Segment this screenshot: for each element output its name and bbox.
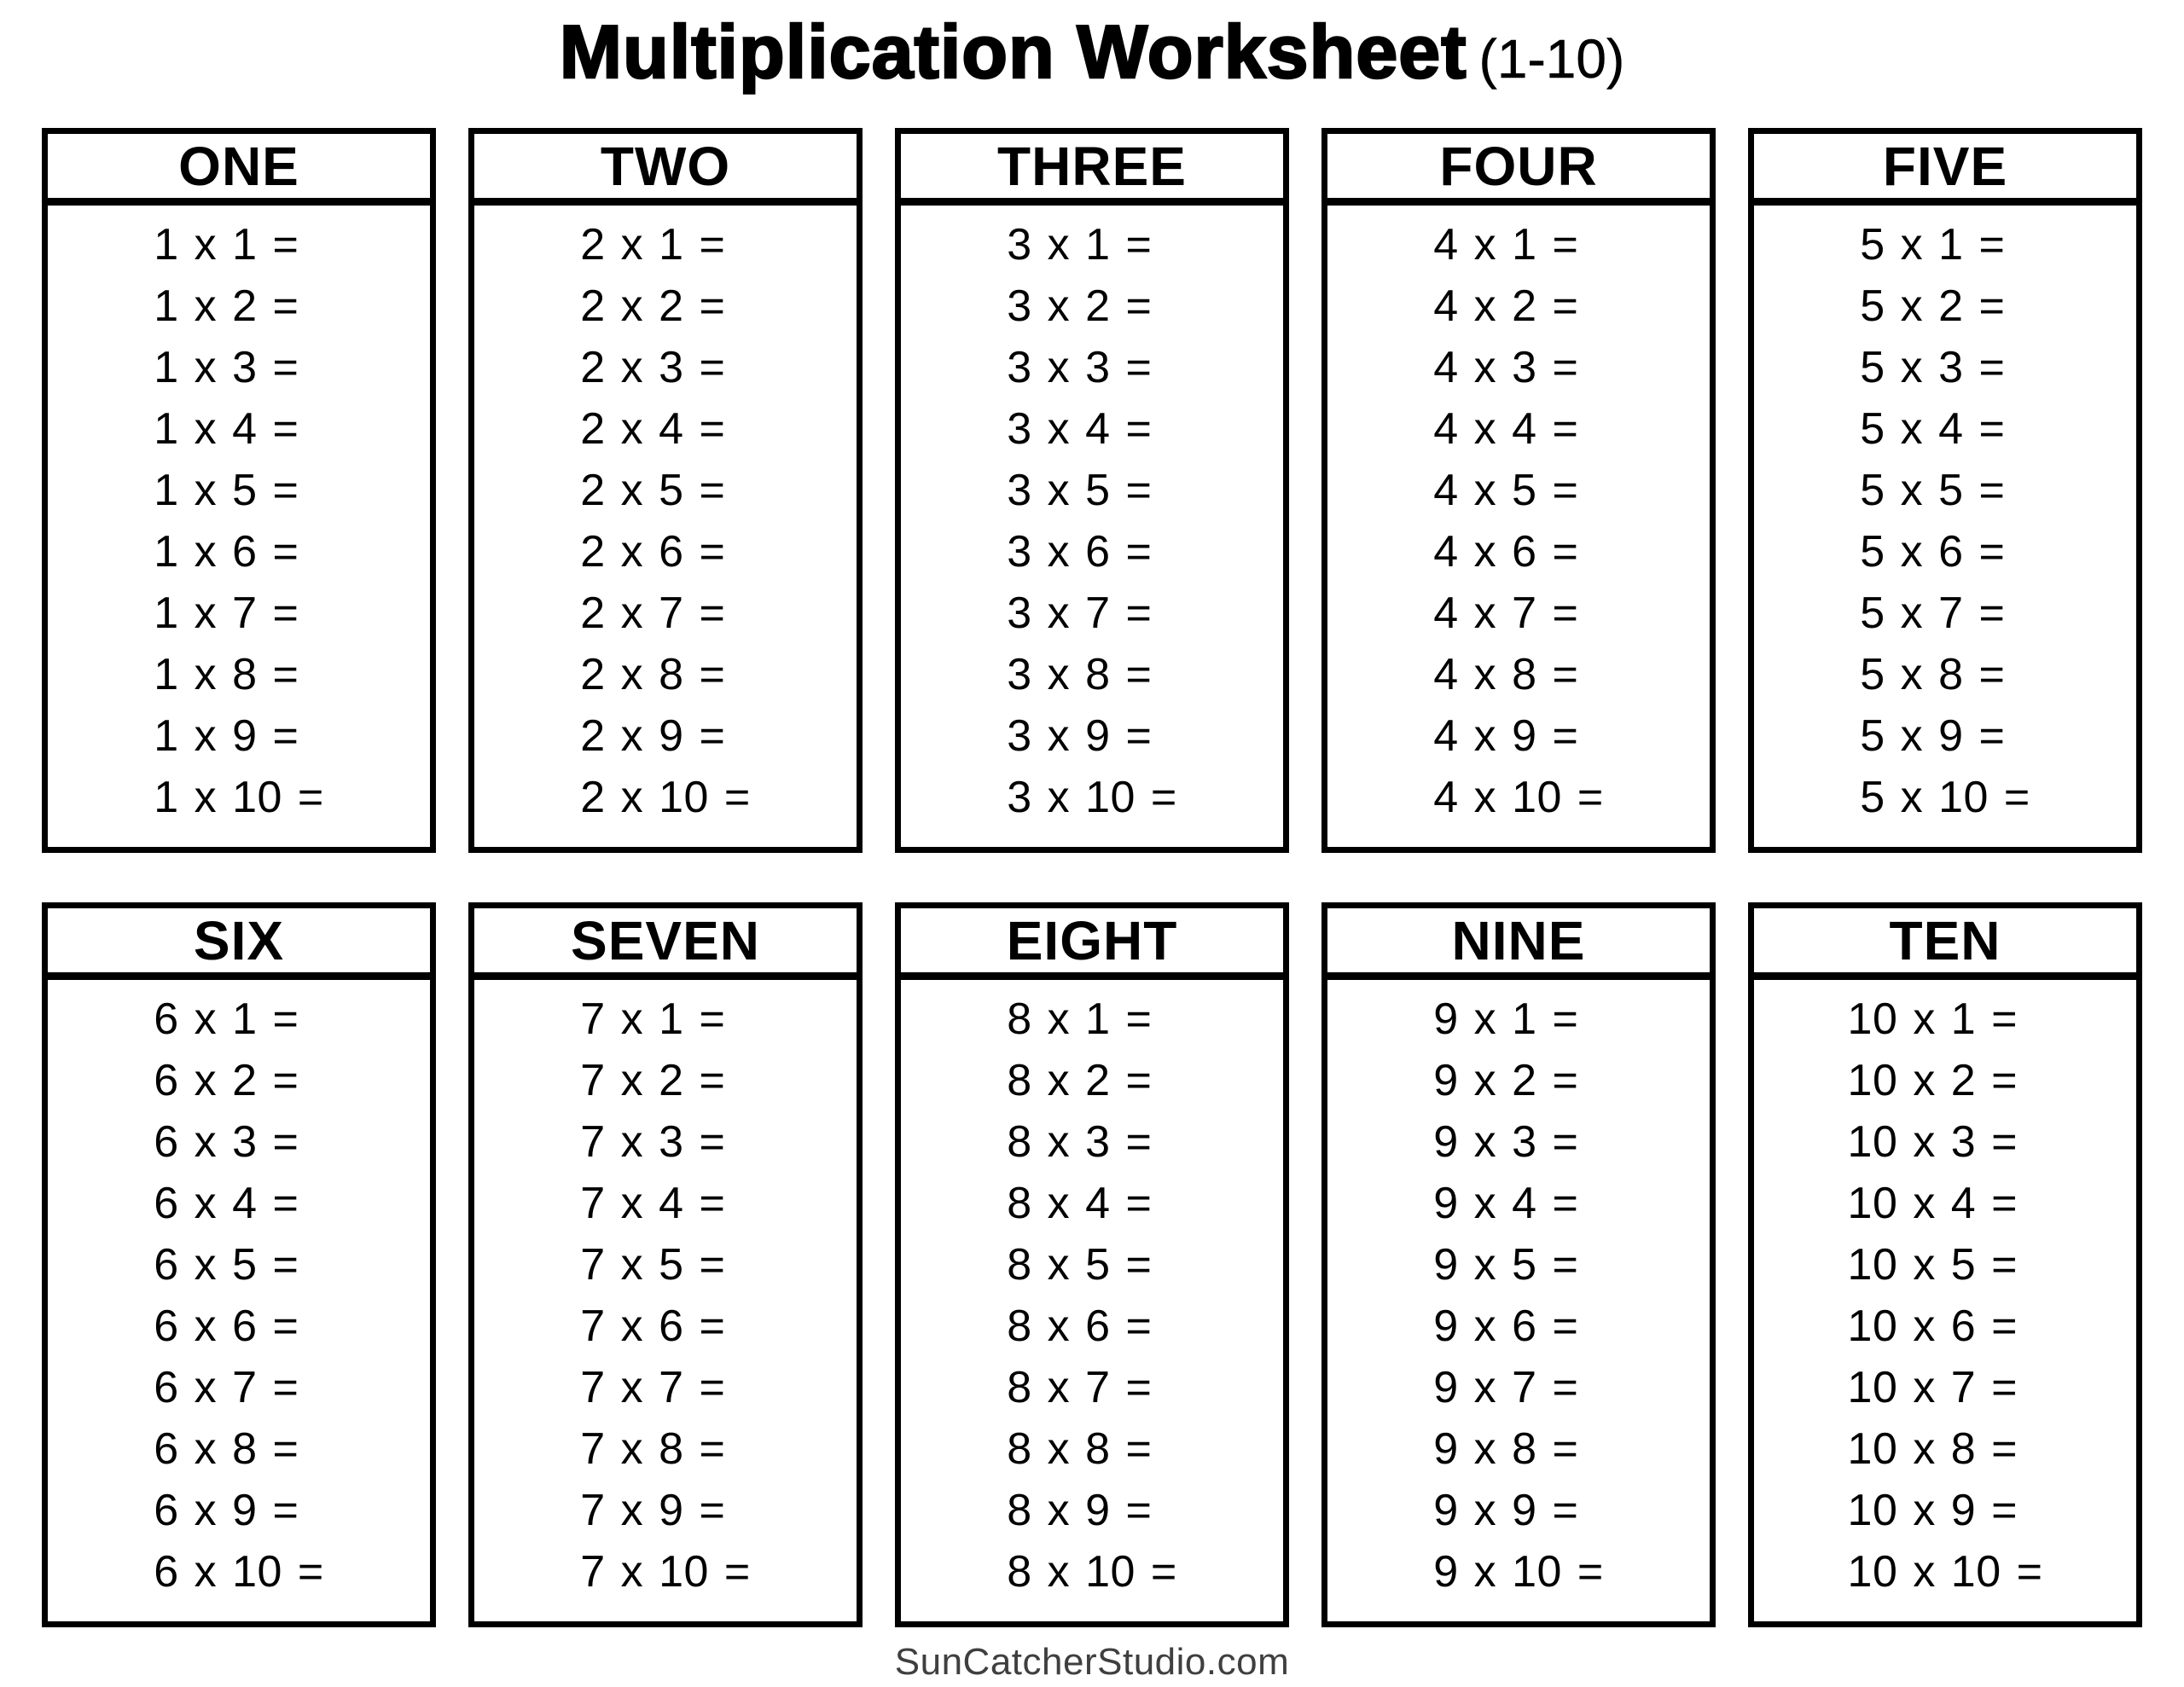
table-header-label: SIX xyxy=(48,908,430,980)
problem-row: 4 x 7 = xyxy=(1433,588,1579,638)
problem-row: 5 x 5 = xyxy=(1860,466,2006,515)
problem-row: 3 x 9 = xyxy=(1007,711,1153,761)
problem-row: 6 x 4 = xyxy=(154,1179,299,1228)
problem-row: 8 x 1 = xyxy=(1007,994,1153,1044)
problem-row: 10 x 10 = xyxy=(1847,1547,2043,1597)
problem-row: 6 x 2 = xyxy=(154,1056,299,1105)
table-body xyxy=(474,206,857,847)
problem-row: 10 x 7 = xyxy=(1847,1363,2018,1412)
problem-row: 4 x 6 = xyxy=(1433,527,1579,577)
problem-list xyxy=(154,214,323,828)
problem-row: 7 x 5 = xyxy=(580,1240,726,1290)
problem-row: 9 x 6 = xyxy=(1433,1301,1579,1351)
table-header-label: FOUR xyxy=(1327,134,1710,206)
problem-row: 3 x 2 = xyxy=(1007,281,1153,331)
problem-row: 2 x 3 = xyxy=(580,343,726,392)
problem-row: 3 x 7 = xyxy=(1007,588,1153,638)
problem-row: 7 x 4 = xyxy=(580,1179,726,1228)
problem-row: 7 x 10 = xyxy=(580,1547,751,1597)
multiplication-table-three xyxy=(895,128,1289,853)
table-body xyxy=(1327,206,1710,847)
table-header-label: EIGHT xyxy=(901,908,1283,980)
problem-row: 8 x 2 = xyxy=(1007,1056,1153,1105)
problem-row: 9 x 9 = xyxy=(1433,1486,1579,1535)
problem-list xyxy=(580,988,750,1603)
problem-list xyxy=(1007,214,1176,828)
problem-row: 6 x 5 = xyxy=(154,1240,299,1290)
problem-row: 9 x 2 = xyxy=(1433,1056,1579,1105)
problem-row: 2 x 5 = xyxy=(580,466,726,515)
multiplication-table-one xyxy=(42,128,436,853)
multiplication-table-five xyxy=(1748,128,2142,853)
problem-row: 9 x 5 = xyxy=(1433,1240,1579,1290)
problem-row: 4 x 5 = xyxy=(1433,466,1579,515)
problem-row: 6 x 8 = xyxy=(154,1424,299,1474)
problem-row: 6 x 10 = xyxy=(154,1547,324,1597)
tables-grid xyxy=(42,128,2142,1627)
problem-row: 2 x 2 = xyxy=(580,281,726,331)
table-header-label: THREE xyxy=(901,134,1283,206)
problem-row: 7 x 9 = xyxy=(580,1486,726,1535)
problem-row: 5 x 7 = xyxy=(1860,588,2006,638)
problem-row: 7 x 1 = xyxy=(580,994,726,1044)
problem-row: 6 x 3 = xyxy=(154,1117,299,1167)
problem-row: 1 x 2 = xyxy=(154,281,299,331)
problem-row: 1 x 10 = xyxy=(154,773,324,822)
problem-row: 2 x 6 = xyxy=(580,527,726,577)
problem-row: 5 x 10 = xyxy=(1860,773,2030,822)
problem-row: 9 x 3 = xyxy=(1433,1117,1579,1167)
problem-row: 8 x 3 = xyxy=(1007,1117,1153,1167)
problem-row: 7 x 7 = xyxy=(580,1363,726,1412)
problem-row: 7 x 3 = xyxy=(580,1117,726,1167)
problem-row: 8 x 8 = xyxy=(1007,1424,1153,1474)
table-body xyxy=(1754,980,2136,1621)
problem-row: 5 x 9 = xyxy=(1860,711,2006,761)
problem-row: 10 x 1 = xyxy=(1847,994,2018,1044)
footer-credit: SunCatcherStudio.com xyxy=(894,1641,1290,1683)
problem-row: 3 x 3 = xyxy=(1007,343,1153,392)
problem-row: 3 x 10 = xyxy=(1007,773,1177,822)
table-header-label: FIVE xyxy=(1754,134,2136,206)
problem-row: 1 x 5 = xyxy=(154,466,299,515)
problem-row: 5 x 1 = xyxy=(1860,220,2006,270)
problem-row: 10 x 9 = xyxy=(1847,1486,2018,1535)
table-header-label: SEVEN xyxy=(474,908,857,980)
problem-row: 1 x 3 = xyxy=(154,343,299,392)
problem-row: 4 x 8 = xyxy=(1433,650,1579,699)
problem-row: 1 x 9 = xyxy=(154,711,299,761)
title-range: (1-10) xyxy=(1478,28,1625,90)
problem-row: 5 x 8 = xyxy=(1860,650,2006,699)
problem-row: 7 x 6 = xyxy=(580,1301,726,1351)
problem-row: 7 x 2 = xyxy=(580,1056,726,1105)
problem-row: 1 x 1 = xyxy=(154,220,299,270)
table-body xyxy=(474,980,857,1621)
problem-row: 4 x 3 = xyxy=(1433,343,1579,392)
multiplication-table-nine xyxy=(1321,902,1716,1627)
problem-row: 3 x 6 = xyxy=(1007,527,1153,577)
problem-row: 9 x 8 = xyxy=(1433,1424,1579,1474)
problem-row: 2 x 10 = xyxy=(580,773,751,822)
problem-row: 1 x 7 = xyxy=(154,588,299,638)
problem-row: 9 x 4 = xyxy=(1433,1179,1579,1228)
multiplication-table-six xyxy=(42,902,436,1627)
problem-row: 10 x 2 = xyxy=(1847,1056,2018,1105)
problem-row: 5 x 2 = xyxy=(1860,281,2006,331)
problem-row: 10 x 3 = xyxy=(1847,1117,2018,1167)
problem-list xyxy=(580,214,750,828)
table-header-label: NINE xyxy=(1327,908,1710,980)
problem-row: 1 x 6 = xyxy=(154,527,299,577)
problem-row: 8 x 7 = xyxy=(1007,1363,1153,1412)
problem-row: 10 x 6 = xyxy=(1847,1301,2018,1351)
problem-row: 2 x 8 = xyxy=(580,650,726,699)
problem-list xyxy=(154,988,323,1603)
problem-row: 6 x 7 = xyxy=(154,1363,299,1412)
problem-row: 5 x 4 = xyxy=(1860,404,2006,454)
table-header-label: TWO xyxy=(474,134,857,206)
page-title xyxy=(0,7,2184,96)
table-body xyxy=(48,206,430,847)
problem-list xyxy=(1433,988,1603,1603)
problem-row: 3 x 4 = xyxy=(1007,404,1153,454)
problem-row: 10 x 8 = xyxy=(1847,1424,2018,1474)
multiplication-table-eight xyxy=(895,902,1289,1627)
problem-row: 8 x 10 = xyxy=(1007,1547,1177,1597)
problem-list xyxy=(1848,988,2043,1603)
problem-row: 8 x 9 = xyxy=(1007,1486,1153,1535)
problem-row: 4 x 9 = xyxy=(1433,711,1579,761)
table-body xyxy=(1754,206,2136,847)
problem-row: 6 x 1 = xyxy=(154,994,299,1044)
problem-row: 9 x 10 = xyxy=(1433,1547,1604,1597)
problem-row: 2 x 9 = xyxy=(580,711,726,761)
problem-list xyxy=(1433,214,1603,828)
multiplication-table-ten xyxy=(1748,902,2142,1627)
problem-row: 8 x 4 = xyxy=(1007,1179,1153,1228)
problem-row: 3 x 1 = xyxy=(1007,220,1153,270)
problem-row: 4 x 1 = xyxy=(1433,220,1579,270)
problem-row: 7 x 8 = xyxy=(580,1424,726,1474)
problem-row: 9 x 1 = xyxy=(1433,994,1579,1044)
problem-row: 6 x 9 = xyxy=(154,1486,299,1535)
multiplication-table-four xyxy=(1321,128,1716,853)
problem-row: 9 x 7 = xyxy=(1433,1363,1579,1412)
table-header-label: TEN xyxy=(1754,908,2136,980)
problem-row: 10 x 5 = xyxy=(1847,1240,2018,1290)
table-body xyxy=(1327,980,1710,1621)
multiplication-table-seven xyxy=(468,902,863,1627)
title-text: Multiplication Worksheet xyxy=(559,9,1467,94)
problem-row: 6 x 6 = xyxy=(154,1301,299,1351)
table-body xyxy=(901,980,1283,1621)
multiplication-table-two xyxy=(468,128,863,853)
problem-row: 1 x 8 = xyxy=(154,650,299,699)
problem-row: 5 x 6 = xyxy=(1860,527,2006,577)
problem-row: 4 x 10 = xyxy=(1433,773,1604,822)
table-body xyxy=(901,206,1283,847)
problem-row: 3 x 8 = xyxy=(1007,650,1153,699)
table-body xyxy=(48,980,430,1621)
problem-row: 1 x 4 = xyxy=(154,404,299,454)
problem-row: 10 x 4 = xyxy=(1847,1179,2018,1228)
problem-row: 5 x 3 = xyxy=(1860,343,2006,392)
problem-row: 4 x 2 = xyxy=(1433,281,1579,331)
problem-list xyxy=(1860,214,2030,828)
problem-row: 2 x 7 = xyxy=(580,588,726,638)
problem-row: 4 x 4 = xyxy=(1433,404,1579,454)
problem-list xyxy=(1007,988,1176,1603)
problem-row: 3 x 5 = xyxy=(1007,466,1153,515)
problem-row: 2 x 1 = xyxy=(580,220,726,270)
problem-row: 8 x 5 = xyxy=(1007,1240,1153,1290)
table-header-label: ONE xyxy=(48,134,430,206)
problem-row: 8 x 6 = xyxy=(1007,1301,1153,1351)
problem-row: 2 x 4 = xyxy=(580,404,726,454)
